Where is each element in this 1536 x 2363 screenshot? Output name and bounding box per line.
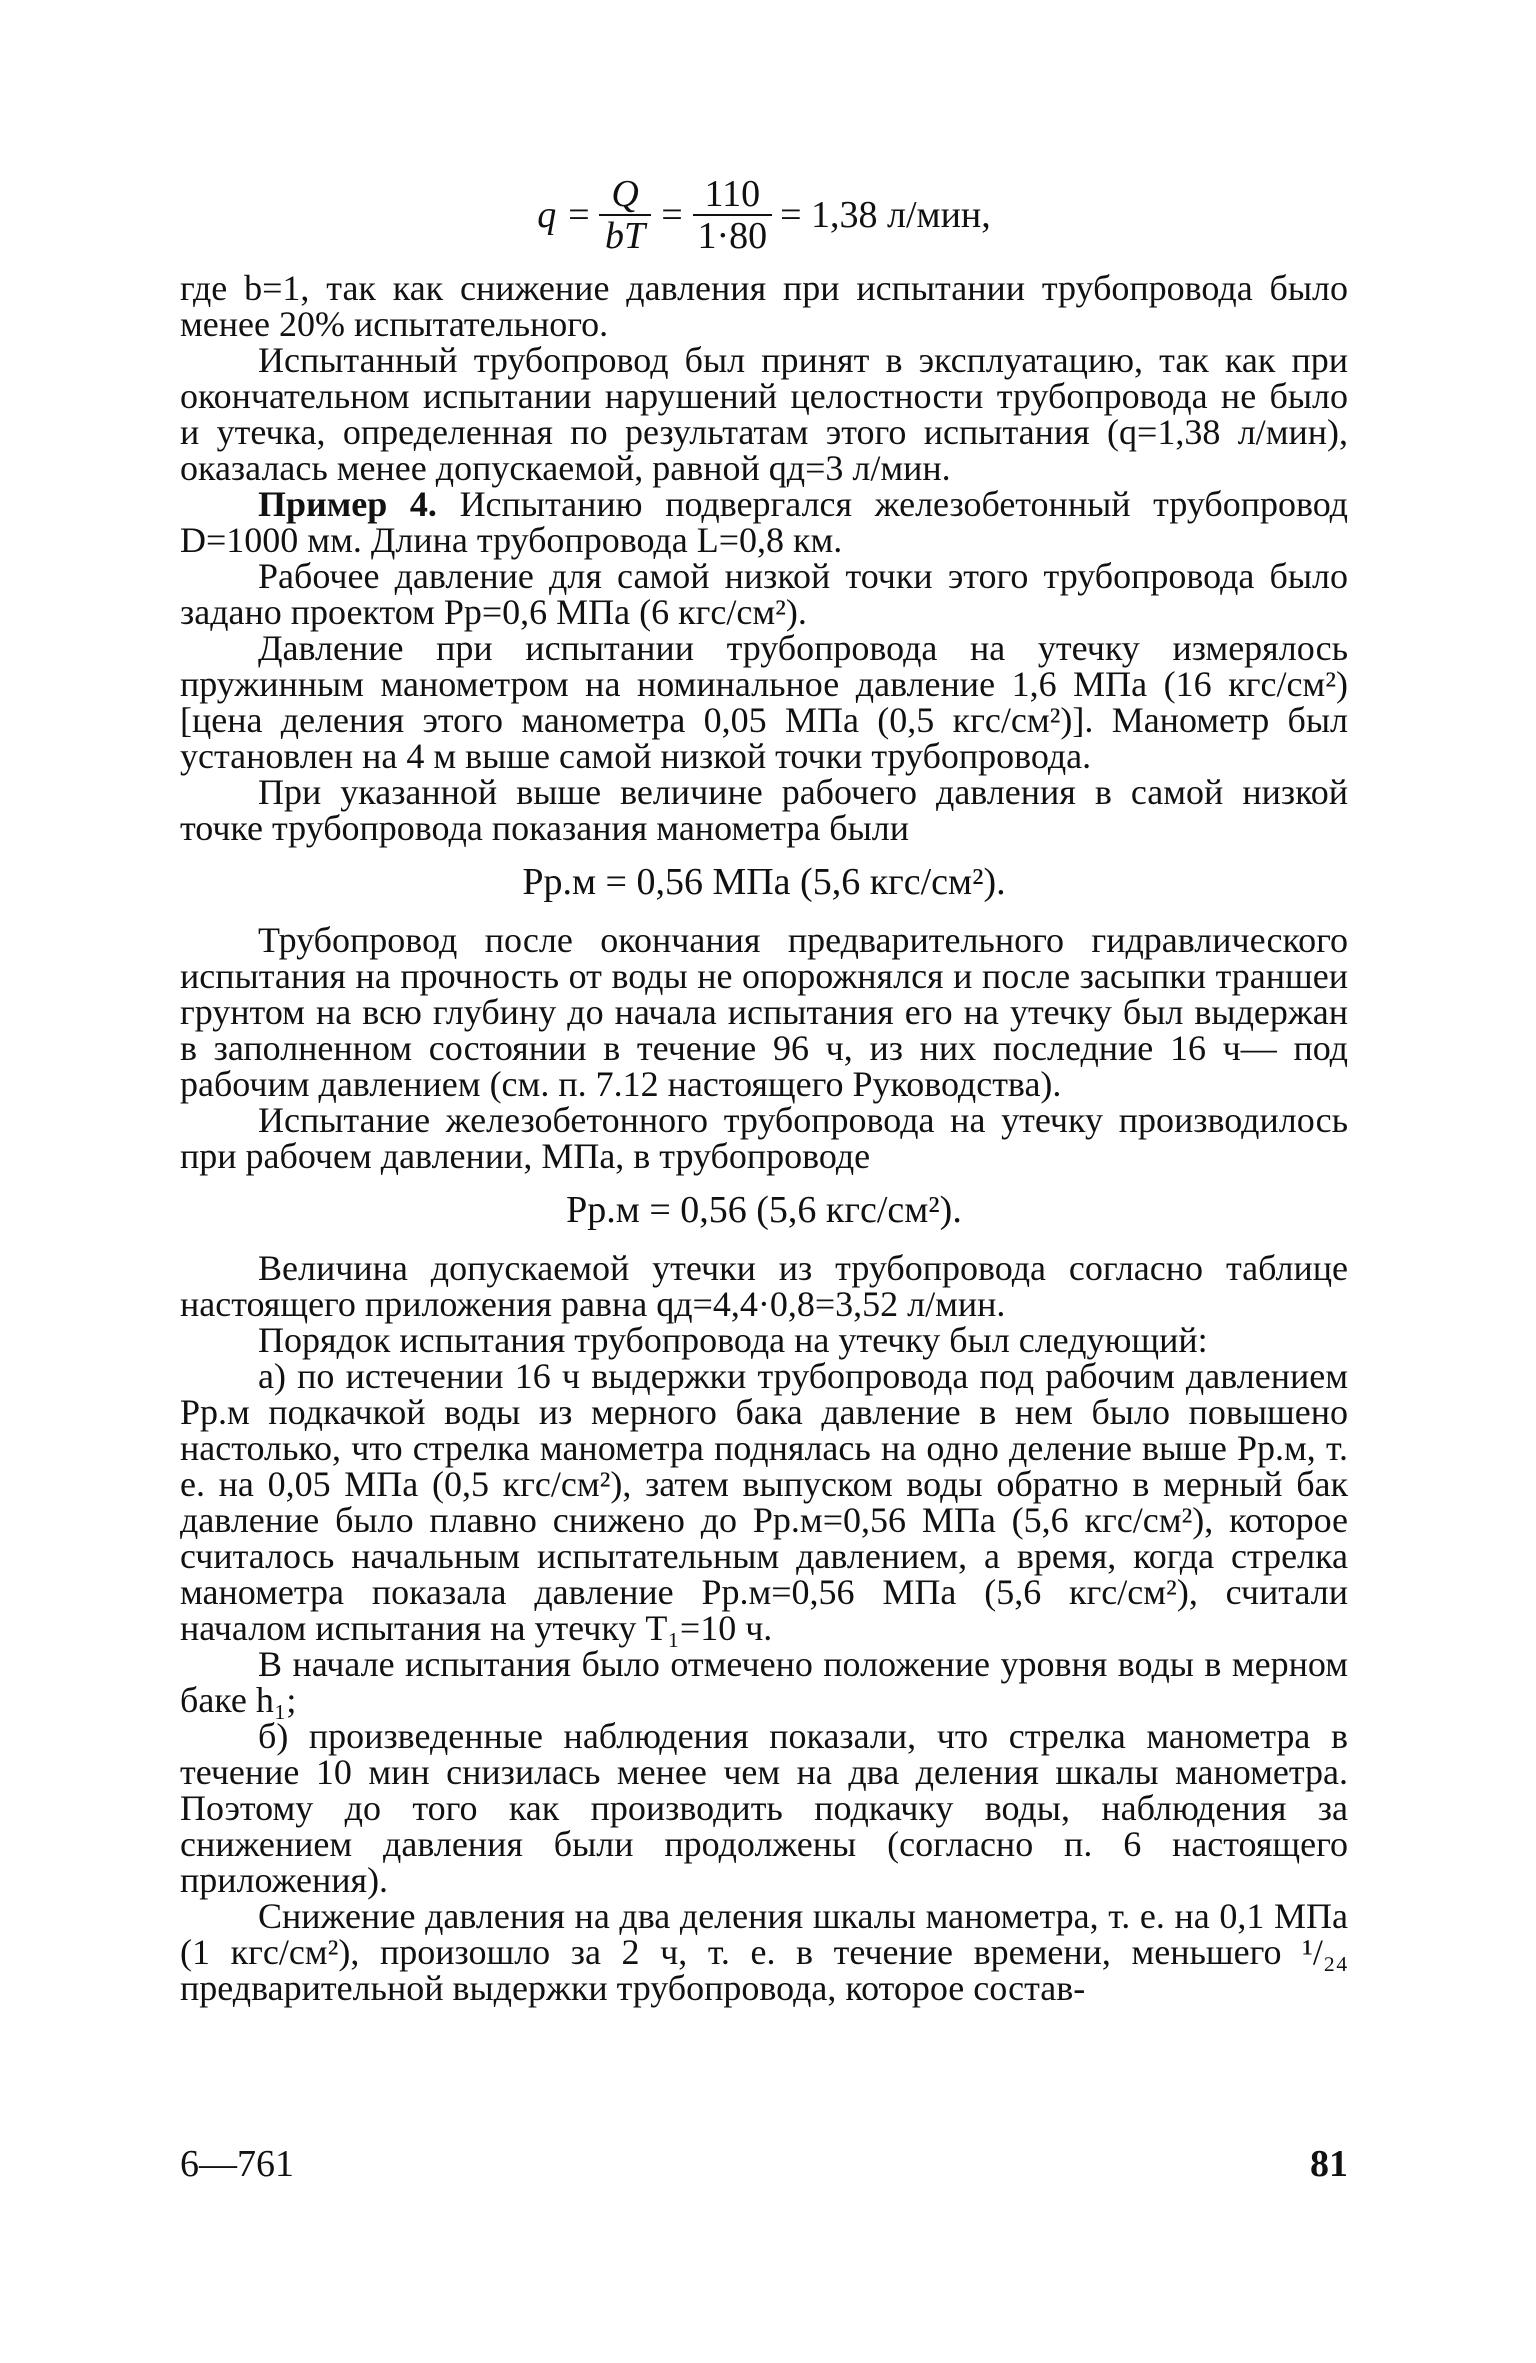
- paragraph: Трубопровод после окончания предварительного гидравлического испытания на прочность от воды не опорожнялся и после засыпки траншеи грунтом на всю глубину до начала испытания его на утечку был выдержан в заполненном состоянии в течение 96 ч, из них последние 16 ч— под рабочим давлением (см. п. 7.12 настоящего Руководства).: [180, 920, 1348, 1104]
- paragraph: Испытание железобетонного трубопровода на утечку производилось при рабочем давлении, МПа, в трубопроводе: [180, 1100, 1348, 1176]
- page-footer: [180, 2142, 1348, 2186]
- page-number: 81: [1310, 2143, 1348, 2185]
- paragraph: Испытанный трубопровод был принят в эксплуатацию, так как при окончательном испытании нарушений целостности трубопровода не было и утечка, определенная по результатам этого испытания (q=1,38 л/мин), оказалась менее допускаемой, равной qд=3 л/мин.: [180, 340, 1348, 488]
- fraction-110-over-180: $\frac{110}{1\cdot 80}$: [693, 176, 773, 254]
- page-body: [180, 160, 1348, 2006]
- paragraph: Порядок испытания трубопровода на утечку был следующий:: [258, 1320, 1208, 1360]
- printer-signature: 6—761: [180, 2143, 294, 2185]
- paragraph: Рабочее давление для самой низкой точки этого трубопровода было задано проектом Pр=0,6 МПа (6 кгс/см²).: [180, 556, 1348, 632]
- example-label: Пример 4.: [258, 484, 437, 524]
- paragraph: В начале испытания было отмечено положение уровня воды в мерном баке h₁;: [180, 1644, 1348, 1720]
- paragraph-example: Пример 4. Испытанию подвергался железобетонный трубопровод D=1000 мм. Длина трубопровода L=0,8 км.: [180, 484, 1349, 560]
- fraction-q-over-bt: $\frac{Q}{bT}$: [599, 176, 650, 254]
- equation-pressure-gauge: Pр.м = 0,56 МПа (5,6 кгс/см²).: [522, 861, 1006, 903]
- paragraph: Давление при испытании трубопровода на утечку измерялось пружинным манометром на номинальное давление 1,6 МПа (16 кгс/см²) [цена деления этого манометра 0,05 МПа (0,5 кгс/см²)]. Манометр был установлен на 4 м выше самой низкой точки трубопровода.: [180, 628, 1348, 776]
- formula-lhs: q =: [537, 194, 592, 236]
- formula-equals: =: [658, 194, 685, 236]
- paragraph: Снижение давления на два деления шкалы манометра, т. е. на 0,1 МПа (1 кгс/см²), произошло за 2 ч, т. е. в течение времени, меньшего ¹/₂₄ предварительной выдержки трубопровода, которое состав-: [180, 1896, 1348, 2008]
- paragraph: а) по истечении 16 ч выдержки трубопровода под рабочим давлением Pр.м подкачкой воды из мерного бака давление в нем было повышено настолько, что стрелка манометра поднялась на одно деление выше Pр.м, т. е. на 0,05 МПа (0,5 кгс/см²), затем выпуском воды обратно в мерный бак давление было плавно снижено до Pр.м=0,56 МПа (5,6 кгс/см²), которое считалось начальным испытательным давлением, а время, когда стрелка манометра показала давление Pр.м=0,56 МПа (5,6 кгс/см²), считали началом испытания на утечку T₁=10 ч.: [180, 1356, 1348, 1648]
- paragraph: где b=1, так как снижение давления при испытании трубопровода было менее 20% испытательного.: [180, 268, 1348, 344]
- paragraph: б) произведенные наблюдения показали, что стрелка манометра в течение 10 мин снизилась менее чем на два деления шкалы манометра. Поэтому до того как производить подкачку воды, наблюдения за снижением давления были продолжены (согласно п. 6 настоящего приложения).: [180, 1716, 1348, 1900]
- paragraph: При указанной выше величине рабочего давления в самой низкой точке трубопровода показания манометра были: [180, 772, 1348, 848]
- leakage-formula: [180, 160, 1348, 270]
- paragraph: Величина допускаемой утечки из трубопровода согласно таблице настоящего приложения равна qд=4,4·0,8=3,52 л/мин.: [180, 1248, 1348, 1324]
- formula-result: = 1,38 л/мин,: [780, 194, 991, 236]
- equation-working-pressure: Pр.м = 0,56 (5,6 кгс/см²).: [566, 1189, 962, 1231]
